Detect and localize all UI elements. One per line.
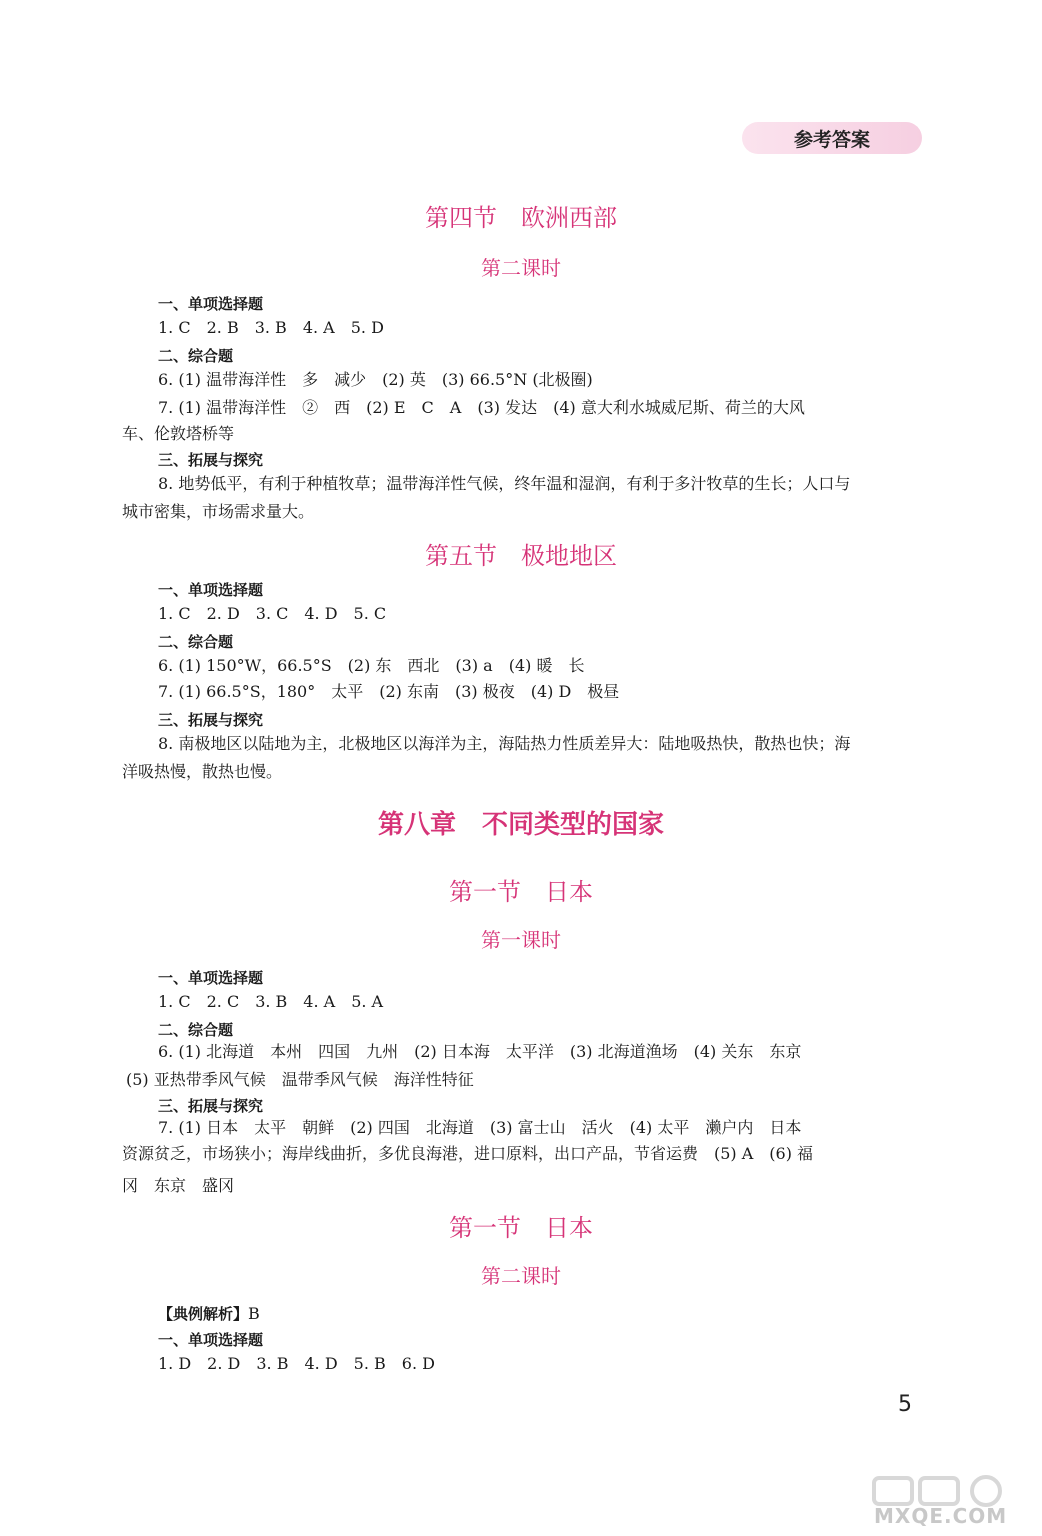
answer-line: 8. 南极地区以陆地为主，北极地区以海洋为主，海陆热力性质差异大：陆地吸热快，散热也快；海: [158, 734, 851, 753]
answer-line: 资源贫乏，市场狭小；海岸线曲折，多优良海港，进口原料，出口产品，节省运费 (5) A (6) 福: [122, 1144, 814, 1163]
choice-answers: 1. C 2. B 3. B 4. A 5. D: [158, 318, 384, 337]
heading-single-choice: 一、单项选择题: [158, 969, 264, 987]
section-title: 第四节 欧洲西部: [425, 204, 617, 232]
answer-line: 6. (1) 温带海洋性 多 减少 (2) 英 (3) 66.5°N (北极圈): [158, 370, 593, 389]
heading-comprehensive: 二、综合题: [158, 1021, 234, 1039]
answer-line: 6. (1) 150°W，66.5°S (2) 东 西北 (3) a (4) 暖 长: [158, 656, 585, 675]
answer-line: 洋吸热慢，散热也慢。: [122, 762, 283, 781]
answer-line: 城市密集，市场需求量大。: [122, 502, 315, 521]
answer-line: 7. (1) 日本 太平 朝鲜 (2) 四国 北海道 (3) 富士山 活火 (4) 太平 濑户内 日本: [158, 1118, 802, 1137]
heading-single-choice: 一、单项选择题: [158, 581, 264, 599]
answer-line: 车、伦敦塔桥等: [122, 424, 235, 443]
example-answer: B: [248, 1304, 260, 1323]
heading-comprehensive: 二、综合题: [158, 347, 234, 365]
answer-key-badge: 参考答案: [742, 122, 922, 154]
heading-extension: 三、拓展与探究: [158, 711, 264, 729]
page-number: 5: [898, 1392, 912, 1417]
example-label: 【典例解析】: [158, 1305, 249, 1323]
watermark-text: MXQE.COM: [874, 1504, 1008, 1528]
heading-extension: 三、拓展与探究: [158, 1097, 264, 1115]
chapter-title: 第八章 不同类型的国家: [377, 810, 664, 840]
heading-single-choice: 一、单项选择题: [158, 1331, 264, 1349]
heading-extension: 三、拓展与探究: [158, 451, 264, 469]
answer-line: 8. 地势低平，有利于种植牧草；温带海洋性气候，终年温和湿润，有利于多汁牧草的生长；人口与: [158, 474, 851, 493]
lesson-title: 第一课时: [481, 928, 561, 952]
answer-line: 7. (1) 66.5°S，180° 太平 (2) 东南 (3) 极夜 (4) D 极昼: [158, 682, 620, 701]
answer-line: 6. (1) 北海道 本州 四国 九州 (2) 日本海 太平洋 (3) 北海道渔场 (4) 关东 东京: [158, 1042, 802, 1061]
heading-single-choice: 一、单项选择题: [158, 295, 264, 313]
lesson-title: 第二课时: [481, 1264, 561, 1288]
example-analysis: [158, 1304, 260, 1324]
choice-answers: 1. C 2. C 3. B 4. A 5. A: [158, 992, 384, 1011]
heading-comprehensive: 二、综合题: [158, 633, 234, 651]
section-title: 第五节 极地地区: [425, 542, 617, 570]
answer-line: 7. (1) 温带海洋性 ② 西 (2) E C A (3) 发达 (4) 意大利水城威尼斯、荷兰的大风: [158, 398, 805, 417]
answer-line: 冈 东京 盛冈: [122, 1176, 235, 1195]
choice-answers: 1. D 2. D 3. B 4. D 5. B 6. D: [158, 1354, 435, 1373]
section-title: 第一节 日本: [449, 878, 593, 906]
section-title: 第一节 日本: [449, 1214, 593, 1242]
answer-line: (5) 亚热带季风气候 温带季风气候 海洋性特征: [126, 1070, 474, 1089]
lesson-title: 第二课时: [481, 256, 561, 280]
choice-answers: 1. C 2. D 3. C 4. D 5. C: [158, 604, 387, 623]
